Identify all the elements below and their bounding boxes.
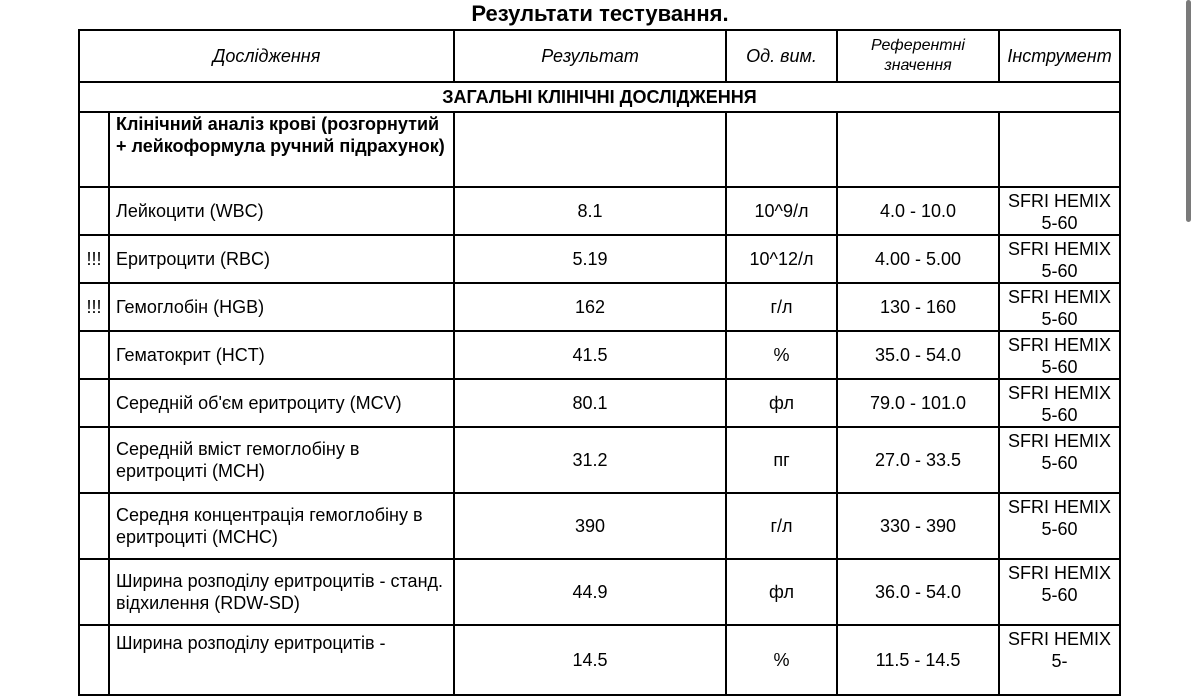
flag-cell: !!! <box>79 283 109 331</box>
unit-value: % <box>726 625 837 695</box>
reference-range: 11.5 - 14.5 <box>837 625 999 695</box>
unit-value: фл <box>726 559 837 625</box>
instrument-name: SFRI HEMIX 5-60 <box>1008 239 1112 281</box>
flag-cell <box>79 187 109 235</box>
reference-range: 35.0 - 54.0 <box>837 331 999 379</box>
reference-range: 79.0 - 101.0 <box>837 379 999 427</box>
table-row <box>79 283 1120 331</box>
page-title: Результати тестування. <box>471 1 729 26</box>
test-name: Еритроцити (RBC) <box>109 235 454 283</box>
test-name: Лейкоцити (WBC) <box>109 187 454 235</box>
instrument-name: SFRI HEMIX 5-60 <box>1008 431 1112 473</box>
reference-range: 36.0 - 54.0 <box>837 559 999 625</box>
test-name: Середня концентрація гемоглобіну в еритроциті (MCHC) <box>109 493 454 559</box>
unit-value: г/л <box>726 493 837 559</box>
instrument-name: SFRI HEMIX 5-60 <box>1008 383 1112 425</box>
result-value: 41.5 <box>454 331 726 379</box>
table-row <box>79 331 1120 379</box>
reference-range: 4.0 - 10.0 <box>837 187 999 235</box>
test-name: Гематокрит (HCT) <box>109 331 454 379</box>
result-value: 162 <box>454 283 726 331</box>
flag-cell <box>79 625 109 695</box>
section-title: ЗАГАЛЬНІ КЛІНІЧНІ ДОСЛІДЖЕННЯ <box>79 82 1120 112</box>
reference-range: 330 - 390 <box>837 493 999 559</box>
header-result: Результат <box>454 30 726 82</box>
flag-cell <box>79 112 109 187</box>
reference-range: 130 - 160 <box>837 283 999 331</box>
table-row <box>79 493 1120 559</box>
unit-value: % <box>726 331 837 379</box>
table-row <box>79 559 1120 625</box>
table-row <box>79 187 1120 235</box>
result-value: 80.1 <box>454 379 726 427</box>
test-name: Середній вміст гемоглобіну в еритроциті (MCH) <box>109 427 454 493</box>
header-test: Дослідження <box>79 30 454 82</box>
section-row <box>79 82 1120 112</box>
result-value: 31.2 <box>454 427 726 493</box>
flag-cell <box>79 493 109 559</box>
result-value: 14.5 <box>454 625 726 695</box>
scrollbar[interactable] <box>1186 0 1191 222</box>
results-table <box>78 29 1121 696</box>
table-row <box>79 235 1120 283</box>
instrument-name: SFRI HEMIX 5-60 <box>1008 287 1112 329</box>
instrument-name: SFRI HEMIX 5- <box>1008 629 1112 671</box>
unit-value: 10^12/л <box>726 235 837 283</box>
header-unit: Од. вим. <box>726 30 837 82</box>
header-reference: Референтні значення <box>837 30 999 82</box>
flag-cell <box>79 331 109 379</box>
result-value: 390 <box>454 493 726 559</box>
test-name: Ширина розподілу еритроцитів - станд. відхилення (RDW-SD) <box>109 559 454 625</box>
table-header-row <box>79 30 1120 82</box>
flag-cell <box>79 559 109 625</box>
reference-range: 27.0 - 33.5 <box>837 427 999 493</box>
instrument-name: SFRI HEMIX 5-60 <box>1008 497 1112 539</box>
subsection-row <box>79 112 1120 187</box>
unit-value: 10^9/л <box>726 187 837 235</box>
result-value: 44.9 <box>454 559 726 625</box>
header-instrument: Інструмент <box>999 30 1120 82</box>
subsection-title: Клінічний аналіз крові (розгорнутий + лейкоформула ручний підрахунок) <box>109 112 454 187</box>
instrument-name: SFRI HEMIX 5-60 <box>1008 563 1112 605</box>
flag-cell: !!! <box>79 235 109 283</box>
table-row <box>79 379 1120 427</box>
unit-value: фл <box>726 379 837 427</box>
table-row <box>79 625 1120 695</box>
table-row <box>79 427 1120 493</box>
reference-range: 4.00 - 5.00 <box>837 235 999 283</box>
unit-value: г/л <box>726 283 837 331</box>
instrument-name: SFRI HEMIX 5-60 <box>1008 191 1112 233</box>
result-value: 5.19 <box>454 235 726 283</box>
test-name: Ширина розподілу еритроцитів - <box>109 625 454 695</box>
result-value: 8.1 <box>454 187 726 235</box>
test-name: Середній об'єм еритроциту (MCV) <box>109 379 454 427</box>
flag-cell <box>79 427 109 493</box>
flag-cell <box>79 379 109 427</box>
unit-value: пг <box>726 427 837 493</box>
test-name: Гемоглобін (HGB) <box>109 283 454 331</box>
instrument-name: SFRI HEMIX 5-60 <box>1008 335 1112 377</box>
